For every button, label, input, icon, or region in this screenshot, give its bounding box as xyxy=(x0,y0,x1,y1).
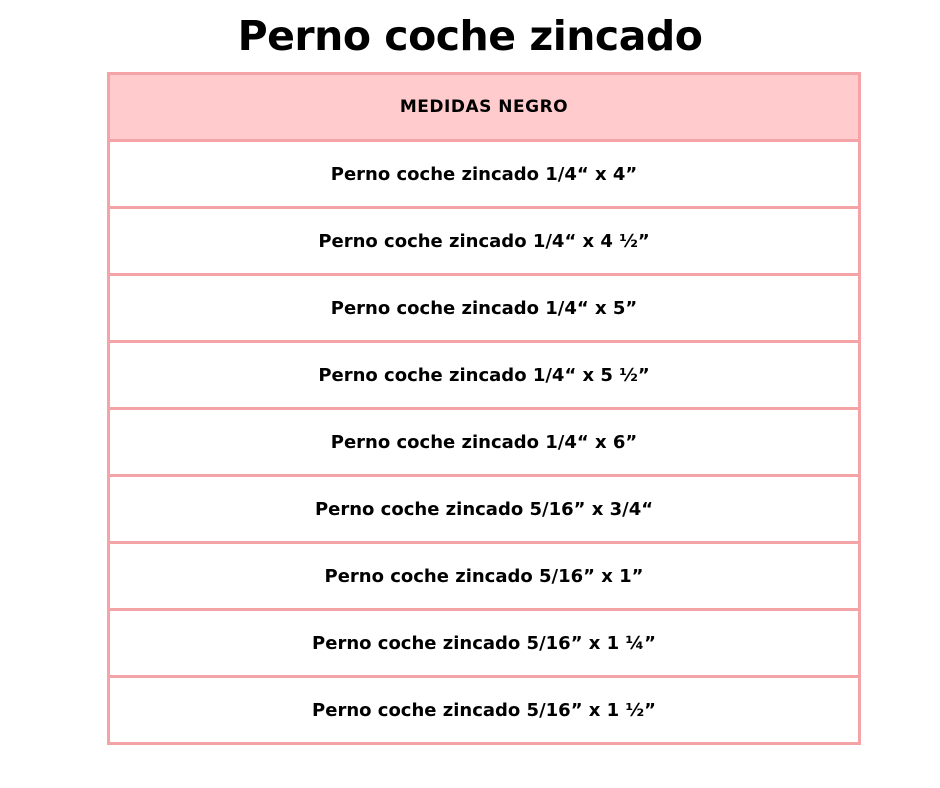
table-cell: Perno coche zincado 1/4“ x 5” xyxy=(109,275,860,342)
table-row xyxy=(109,610,860,677)
page-title: Perno coche zincado xyxy=(237,12,703,60)
table-cell: Perno coche zincado 5/16” x 1” xyxy=(109,543,860,610)
table-cell: Perno coche zincado 1/4“ x 4 ½” xyxy=(109,208,860,275)
table-row xyxy=(109,543,860,610)
table-row xyxy=(109,409,860,476)
table-cell: Perno coche zincado 1/4“ x 4” xyxy=(109,141,860,208)
table-cell: Perno coche zincado 1/4“ x 5 ½” xyxy=(109,342,860,409)
table-cell: Perno coche zincado 5/16” x 1 ¼” xyxy=(109,610,860,677)
table-header: MEDIDAS NEGRO xyxy=(109,74,860,141)
table-row xyxy=(109,677,860,744)
sizes-table-container xyxy=(107,72,861,774)
table-row xyxy=(109,141,860,208)
table-cell: Perno coche zincado 5/16” x 3/4“ xyxy=(109,476,860,543)
table-cell: Perno coche zincado 5/16” x 1 ½” xyxy=(109,677,860,744)
sizes-table xyxy=(107,72,861,745)
table-row xyxy=(109,208,860,275)
table-cell: Perno coche zincado 1/4“ x 6” xyxy=(109,409,860,476)
table-row xyxy=(109,275,860,342)
table-row xyxy=(109,476,860,543)
table-row xyxy=(109,342,860,409)
table-header-row xyxy=(109,74,860,141)
